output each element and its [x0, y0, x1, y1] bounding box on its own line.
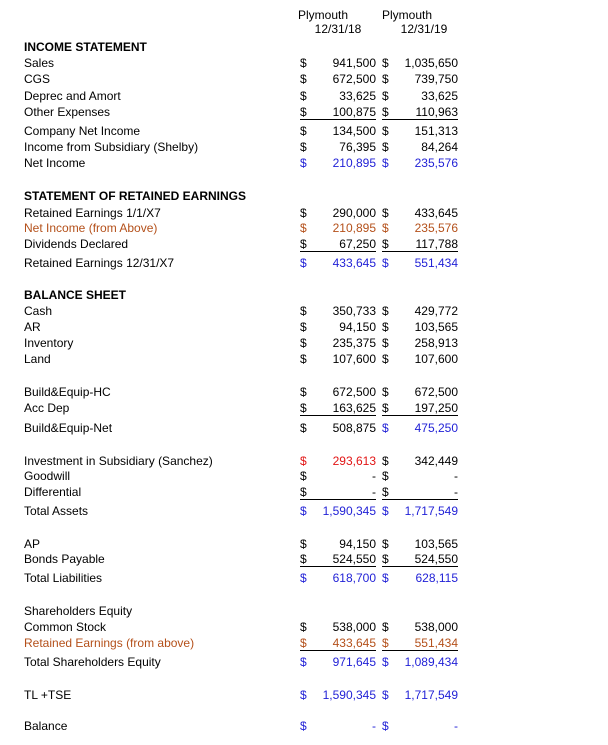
- row-retained-earnings-12-31-x7-c1-currency: $: [300, 256, 307, 270]
- row-cash-label: Cash: [24, 304, 53, 318]
- row-build-equip-hc-c1-value: 672,500: [332, 385, 376, 399]
- row-retained-earnings-from-above-c1-underline: [300, 650, 376, 651]
- row-shareholders-equity-label: Shareholders Equity: [24, 604, 133, 618]
- row-retained-earnings-1-1-x7-c1-value: 290,000: [332, 206, 376, 220]
- row-dividends-declared-c1-value: 67,250: [339, 237, 376, 251]
- row-tl-tse-c1-value: 1,590,345: [322, 688, 376, 702]
- row-retained-earnings-from-above-label: Retained Earnings (from above): [24, 636, 195, 650]
- row-ar-c2-currency: $: [382, 320, 389, 334]
- row-dividends-declared-c2-underline: [382, 251, 458, 252]
- section-income-statement: INCOME STATEMENT: [24, 40, 147, 54]
- row-cgs-c1-currency: $: [300, 72, 307, 86]
- row-deprec-and-amort-c1-value: 33,625: [339, 89, 376, 103]
- row-build-equip-net-c1-value: 508,875: [332, 421, 376, 435]
- row-goodwill-c2-currency: $: [382, 469, 389, 483]
- row-sales-c1-currency: $: [300, 56, 307, 70]
- row-build-equip-net-label: Build&Equip-Net: [24, 421, 113, 435]
- row-investment-in-subsidiary-sanchez-c2-currency: $: [382, 454, 389, 468]
- row-inventory-c1-value: 235,375: [332, 336, 376, 350]
- row-dividends-declared-label: Dividends Declared: [24, 237, 129, 251]
- row-net-income-label: Net Income: [24, 156, 86, 170]
- row-bonds-payable-label: Bonds Payable: [24, 552, 105, 566]
- row-inventory-label: Inventory: [24, 336, 74, 350]
- row-common-stock-c2-currency: $: [382, 620, 389, 634]
- row-total-liabilities-c1-value: 618,700: [332, 571, 376, 585]
- row-land-c1-value: 107,600: [332, 352, 376, 366]
- row-acc-dep-c2-underline: [382, 415, 458, 416]
- row-build-equip-hc-c1-currency: $: [300, 385, 307, 399]
- row-differential-c2-currency: $: [382, 485, 389, 499]
- row-retained-earnings-from-above-c1-value: 433,645: [332, 636, 376, 650]
- row-ap-label: AP: [24, 537, 41, 551]
- row-land-label: Land: [24, 352, 51, 366]
- row-other-expenses-c1-currency: $: [300, 105, 307, 119]
- row-build-equip-net-c2-value: 475,250: [414, 421, 458, 435]
- row-ap-c2-currency: $: [382, 537, 389, 551]
- row-build-equip-net-c2-currency: $: [382, 421, 389, 435]
- row-company-net-income-c2-value: 151,313: [414, 124, 458, 138]
- row-acc-dep-c2-value: 197,250: [414, 401, 458, 415]
- row-deprec-and-amort-c2-value: 33,625: [421, 89, 458, 103]
- row-balance-c2-value: -: [454, 719, 458, 733]
- row-land-c1-currency: $: [300, 352, 307, 366]
- row-net-income-c1-value: 210,895: [332, 156, 376, 170]
- row-differential-c1-value: -: [372, 485, 376, 499]
- row-net-income-c1-currency: $: [300, 156, 307, 170]
- row-bonds-payable-c1-currency: $: [300, 552, 307, 566]
- row-common-stock-c1-currency: $: [300, 620, 307, 634]
- row-total-shareholders-equity-c1-value: 971,645: [332, 655, 376, 669]
- row-total-assets-label: Total Assets: [24, 504, 89, 518]
- row-sales-c2-value: 1,035,650: [404, 56, 458, 70]
- row-dividends-declared-c1-underline: [300, 251, 376, 252]
- row-sales-c2-currency: $: [382, 56, 389, 70]
- column-header-date-2: 12/31/19: [400, 22, 448, 36]
- row-total-liabilities-c2-currency: $: [382, 571, 389, 585]
- row-balance-c1-currency: $: [300, 719, 307, 733]
- row-total-assets-c1-currency: $: [300, 504, 307, 518]
- row-net-income-from-above-c2-value: 235,576: [414, 221, 458, 235]
- row-retained-earnings-1-1-x7-label: Retained Earnings 1/1/X7: [24, 206, 161, 220]
- row-differential-c1-underline: [300, 499, 376, 500]
- row-other-expenses-c1-value: 100,875: [332, 105, 376, 119]
- row-retained-earnings-from-above-c2-underline: [382, 650, 458, 651]
- row-net-income-from-above-c2-currency: $: [382, 221, 389, 235]
- row-ar-c2-value: 103,565: [414, 320, 458, 334]
- row-build-equip-hc-c2-value: 672,500: [414, 385, 458, 399]
- column-header-entity-2: Plymouth: [381, 8, 433, 22]
- row-retained-earnings-12-31-x7-label: Retained Earnings 12/31/X7: [24, 256, 175, 270]
- row-deprec-and-amort-c2-currency: $: [382, 89, 389, 103]
- row-total-shareholders-equity-c2-value: 1,089,434: [404, 655, 458, 669]
- row-investment-in-subsidiary-sanchez-c2-value: 342,449: [414, 454, 458, 468]
- row-total-shareholders-equity-c1-currency: $: [300, 655, 307, 669]
- row-net-income-from-above-c1-value: 210,895: [332, 221, 376, 235]
- row-goodwill-c2-value: -: [454, 469, 458, 483]
- row-income-from-subsidiary-shelby-c2-currency: $: [382, 140, 389, 154]
- row-acc-dep-c2-currency: $: [382, 401, 389, 415]
- row-build-equip-hc-c2-currency: $: [382, 385, 389, 399]
- column-header-date-1: 12/31/18: [314, 22, 362, 36]
- row-total-assets-c2-currency: $: [382, 504, 389, 518]
- row-retained-earnings-12-31-x7-c2-value: 551,434: [414, 256, 458, 270]
- row-inventory-c1-currency: $: [300, 336, 307, 350]
- row-tl-tse-label: TL +TSE: [24, 688, 72, 702]
- section-retained-earnings: STATEMENT OF RETAINED EARNINGS: [24, 189, 246, 203]
- row-retained-earnings-12-31-x7-c1-value: 433,645: [332, 256, 376, 270]
- row-bonds-payable-c1-underline: [300, 566, 376, 567]
- row-sales-c1-value: 941,500: [332, 56, 376, 70]
- row-ap-c2-value: 103,565: [414, 537, 458, 551]
- row-retained-earnings-12-31-x7-c2-currency: $: [382, 256, 389, 270]
- row-income-from-subsidiary-shelby-c2-value: 84,264: [421, 140, 458, 154]
- row-goodwill-label: Goodwill: [24, 469, 71, 483]
- row-cash-c2-value: 429,772: [414, 304, 458, 318]
- row-investment-in-subsidiary-sanchez-c1-value: 293,613: [332, 454, 376, 468]
- row-differential-c1-currency: $: [300, 485, 307, 499]
- row-differential-c2-value: -: [454, 485, 458, 499]
- row-build-equip-hc-label: Build&Equip-HC: [24, 385, 111, 399]
- row-investment-in-subsidiary-sanchez-label: Investment in Subsidiary (Sanchez): [24, 454, 213, 468]
- row-other-expenses-c2-underline: [382, 119, 458, 120]
- row-other-expenses-c1-underline: [300, 119, 376, 120]
- row-dividends-declared-c1-currency: $: [300, 237, 307, 251]
- row-total-liabilities-label: Total Liabilities: [24, 571, 103, 585]
- row-differential-c2-underline: [382, 499, 458, 500]
- row-balance-c1-value: -: [372, 719, 376, 733]
- row-dividends-declared-c2-currency: $: [382, 237, 389, 251]
- row-ar-c1-value: 94,150: [339, 320, 376, 334]
- row-dividends-declared-c2-value: 117,788: [415, 237, 458, 251]
- row-goodwill-c1-value: -: [372, 469, 376, 483]
- row-cgs-c2-currency: $: [382, 72, 389, 86]
- row-acc-dep-label: Acc Dep: [24, 401, 70, 415]
- row-deprec-and-amort-label: Deprec and Amort: [24, 89, 121, 103]
- row-company-net-income-c1-value: 134,500: [332, 124, 376, 138]
- row-income-from-subsidiary-shelby-label: Income from Subsidiary (Shelby): [24, 140, 199, 154]
- row-common-stock-c1-value: 538,000: [332, 620, 376, 634]
- row-retained-earnings-from-above-c2-value: 551,434: [414, 636, 458, 650]
- row-differential-label: Differential: [24, 485, 82, 499]
- row-tl-tse-c1-currency: $: [300, 688, 307, 702]
- row-cash-c1-value: 350,733: [332, 304, 376, 318]
- row-total-shareholders-equity-c2-currency: $: [382, 655, 389, 669]
- row-retained-earnings-1-1-x7-c1-currency: $: [300, 206, 307, 220]
- row-total-assets-c1-value: 1,590,345: [322, 504, 376, 518]
- row-retained-earnings-1-1-x7-c2-currency: $: [382, 206, 389, 220]
- row-inventory-c2-currency: $: [382, 336, 389, 350]
- row-company-net-income-c1-currency: $: [300, 124, 307, 138]
- row-bonds-payable-c2-currency: $: [382, 552, 389, 566]
- row-cgs-c1-value: 672,500: [332, 72, 376, 86]
- row-total-liabilities-c1-currency: $: [300, 571, 307, 585]
- row-other-expenses-c2-value: 110,963: [415, 105, 458, 119]
- row-company-net-income-c2-currency: $: [382, 124, 389, 138]
- row-tl-tse-c2-currency: $: [382, 688, 389, 702]
- row-deprec-and-amort-c1-currency: $: [300, 89, 307, 103]
- row-income-from-subsidiary-shelby-c1-currency: $: [300, 140, 307, 154]
- row-land-c2-value: 107,600: [414, 352, 458, 366]
- row-net-income-from-above-label: Net Income (from Above): [24, 221, 158, 235]
- row-income-from-subsidiary-shelby-c1-value: 76,395: [339, 140, 376, 154]
- row-bonds-payable-c2-underline: [382, 566, 458, 567]
- row-cash-c2-currency: $: [382, 304, 389, 318]
- row-retained-earnings-from-above-c1-currency: $: [300, 636, 307, 650]
- row-goodwill-c1-currency: $: [300, 469, 307, 483]
- row-cgs-c2-value: 739,750: [414, 72, 458, 86]
- row-sales-label: Sales: [24, 56, 55, 70]
- row-net-income-c2-currency: $: [382, 156, 389, 170]
- row-ar-c1-currency: $: [300, 320, 307, 334]
- row-cgs-label: CGS: [24, 72, 51, 86]
- row-retained-earnings-from-above-c2-currency: $: [382, 636, 389, 650]
- row-investment-in-subsidiary-sanchez-c1-currency: $: [300, 454, 307, 468]
- row-company-net-income-label: Company Net Income: [24, 124, 141, 138]
- row-ap-c1-value: 94,150: [339, 537, 376, 551]
- row-net-income-from-above-c1-currency: $: [300, 221, 307, 235]
- column-header-entity-1: Plymouth: [297, 8, 349, 22]
- row-other-expenses-label: Other Expenses: [24, 105, 111, 119]
- row-common-stock-c2-value: 538,000: [414, 620, 458, 634]
- row-retained-earnings-1-1-x7-c2-value: 433,645: [414, 206, 458, 220]
- row-net-income-c2-value: 235,576: [414, 156, 458, 170]
- row-acc-dep-c1-value: 163,625: [332, 401, 376, 415]
- row-build-equip-net-c1-currency: $: [300, 421, 307, 435]
- row-cash-c1-currency: $: [300, 304, 307, 318]
- row-balance-c2-currency: $: [382, 719, 389, 733]
- row-land-c2-currency: $: [382, 352, 389, 366]
- row-bonds-payable-c1-value: 524,550: [332, 552, 376, 566]
- row-ar-label: AR: [24, 320, 41, 334]
- row-ap-c1-currency: $: [300, 537, 307, 551]
- row-tl-tse-c2-value: 1,717,549: [404, 688, 458, 702]
- row-total-shareholders-equity-label: Total Shareholders Equity: [24, 655, 161, 669]
- row-other-expenses-c2-currency: $: [382, 105, 389, 119]
- row-total-liabilities-c2-value: 628,115: [415, 571, 458, 585]
- row-balance-label: Balance: [24, 719, 68, 733]
- row-total-assets-c2-value: 1,717,549: [404, 504, 458, 518]
- row-bonds-payable-c2-value: 524,550: [414, 552, 458, 566]
- row-common-stock-label: Common Stock: [24, 620, 107, 634]
- row-acc-dep-c1-underline: [300, 415, 376, 416]
- row-acc-dep-c1-currency: $: [300, 401, 307, 415]
- section-balance-sheet: BALANCE SHEET: [24, 288, 127, 302]
- row-inventory-c2-value: 258,913: [414, 336, 458, 350]
